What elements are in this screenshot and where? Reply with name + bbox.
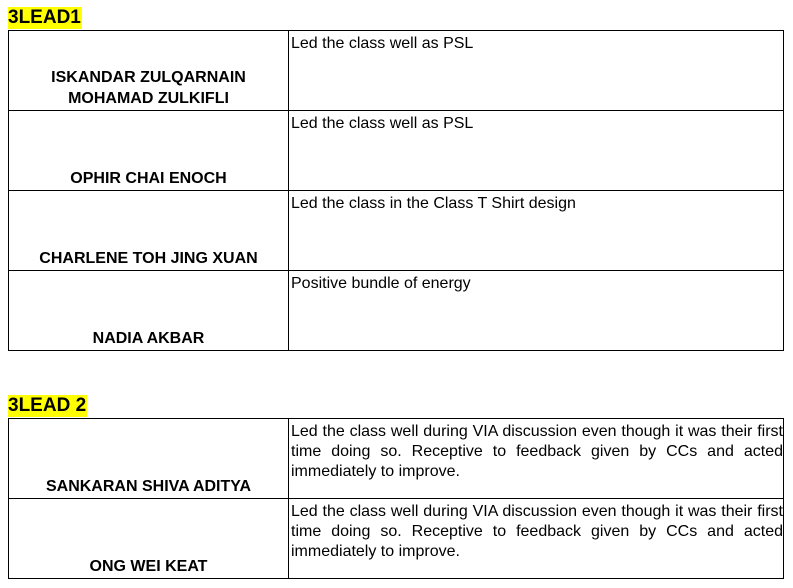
comment-cell: Led the class well as PSL bbox=[289, 111, 784, 191]
section-title-3lead1: 3LEAD1 bbox=[8, 7, 81, 28]
student-name-line: SANKARAN SHIVA ADITYA bbox=[45, 478, 252, 495]
comment-cell: Led the class in the Class T Shirt design bbox=[289, 191, 784, 271]
student-name-cell bbox=[9, 191, 289, 271]
student-name-cell bbox=[9, 419, 289, 499]
table-row bbox=[9, 419, 784, 499]
comment-cell: Led the class well as PSL bbox=[289, 31, 784, 111]
section-title-3lead2: 3LEAD 2 bbox=[8, 395, 87, 416]
table-row bbox=[9, 191, 784, 271]
table-row bbox=[9, 111, 784, 191]
leadership-table-3lead2 bbox=[8, 418, 784, 579]
comment-cell: Positive bundle of energy bbox=[289, 271, 784, 351]
student-name-cell bbox=[9, 499, 289, 579]
student-name-line: NADIA AKBAR bbox=[92, 330, 205, 347]
table-row bbox=[9, 31, 784, 111]
student-name-cell bbox=[9, 31, 289, 111]
student-name-line: CHARLENE TOH JING XUAN bbox=[39, 250, 258, 267]
student-name-cell bbox=[9, 271, 289, 351]
student-name-line: MOHAMAD ZULKIFLI bbox=[68, 90, 229, 107]
table-row bbox=[9, 271, 784, 351]
comment-cell: Led the class well during VIA discussion even though it was their first time doing so. Receptive to feedback given by CCs and acted immediately to improve. bbox=[289, 419, 784, 499]
student-name-line: ISKANDAR ZULQARNAIN bbox=[51, 69, 246, 86]
comment-cell: Led the class well during VIA discussion even though it was their first time doing so. Receptive to feedback given by CCs and acted immediately to improve. bbox=[289, 499, 784, 579]
student-name-line: OPHIR CHAI ENOCH bbox=[70, 170, 227, 187]
student-name-cell bbox=[9, 111, 289, 191]
table-row bbox=[9, 499, 784, 579]
leadership-table-3lead1 bbox=[8, 30, 784, 351]
student-name-line: ONG WEI KEAT bbox=[89, 558, 208, 575]
